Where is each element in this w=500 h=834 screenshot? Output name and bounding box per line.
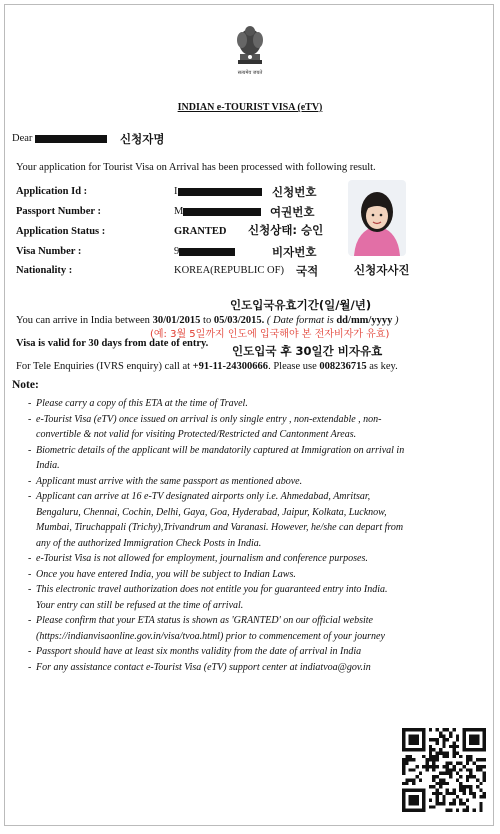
date-format-note-open: ( Date format is (266, 315, 337, 326)
enquiry-prefix: For Tele Enquiries (IVRS enquiry) call at (16, 361, 193, 372)
annotation-application-id: 신청번호 (272, 185, 317, 199)
date-format-note-close: ) (392, 315, 399, 326)
intro-text: Your application for Tourist Visa on Arrival has been processed with following result. (16, 162, 376, 173)
label-visa-number: Visa Number : (16, 246, 82, 257)
note-item: - Passport should have at least six months validity from the date of arrival in India (28, 644, 408, 660)
note-item: - For any assistance contact e-Tourist Visa (eTV) support center at indiatvoa@gov.in (28, 660, 408, 676)
redacted-application-id (178, 188, 262, 196)
value-application-status: GRANTED (174, 226, 227, 237)
annotation-visa-number: 비자번호 (272, 245, 317, 259)
annotation-nationality: 국적 (296, 264, 319, 278)
label-nationality: Nationality : (16, 265, 73, 276)
arrival-start-date: 30/01/2015 (152, 315, 201, 326)
label-application-id: Application Id : (16, 186, 88, 197)
value-passport-number (174, 206, 261, 217)
greeting (12, 133, 107, 144)
national-emblem-icon (232, 22, 268, 80)
redacted-name (35, 135, 107, 143)
note-item: - Biometric details of the applicant will be mandatorily captured at Immigration on arrival in India. (28, 443, 408, 474)
annotation-applicant-name: 신청자명 (120, 132, 165, 146)
note-item: - e-Tourist Visa (eTV) once issued on arrival is only single entry , non-extendable , non-convertible & not valid for visiting Protected/Restricted and Cantonment Areas. (28, 412, 408, 443)
value-application-id (174, 186, 262, 197)
redacted-visa-number (179, 248, 235, 256)
value-visa-number (174, 246, 235, 257)
arrival-prefix: You can arrive in India between (16, 315, 150, 326)
applicant-photo (348, 180, 406, 256)
annotation-validity-example: (예: 3월 5일까지 인도에 입국해야 본 전자비자가 유효) (150, 329, 390, 340)
note-item: - Please confirm that your ETA status is shown as 'GRANTED' on our official website (https://indianvisaonline.gov.in/visa/tvoa.html) prior to commencement of your journey (28, 613, 408, 644)
value-nationality: KOREA(REPUBLIC OF) (174, 265, 284, 276)
visa-number-prefix: 9 (174, 246, 180, 257)
date-format: dd/mm/yyyy (336, 315, 393, 326)
dear-label: Dear (12, 133, 33, 144)
note-item: - This electronic travel authorization does not entitle you for guaranteed entry into India. Your entry can still be refused at the time of arrival. (28, 582, 408, 613)
enquiry-suffix: as key. (366, 361, 398, 372)
enquiry-middle: . Please use (268, 361, 320, 372)
note-list (28, 396, 408, 675)
qr-code-icon[interactable] (402, 728, 486, 812)
note-item: - Once you have entered India, you will be subject to Indian Laws. (28, 567, 408, 583)
annotation-photo: 신청자사진 (354, 263, 410, 277)
document-title: INDIAN e-TOURIST VISA (eTV) (177, 102, 323, 113)
note-item: - Please carry a copy of this ETA at the time of Travel. (28, 396, 408, 412)
note-item: - Applicant can arrive at 16 e-TV designated airports only i.e. Ahmedabad, Amritsar, Bengaluru, Chennai, Cochin, Delhi, Gaya, Goa, Hyderabad, Jaipur, Kolkata, Lucknow, Mumbai, Tiruchappali (Trichy),Trivandrum and Varanasi. However, he/she can depart from any of the authorized Immigration Check Posts in India. (28, 489, 408, 551)
enquiry-phone: +91-11-24300666 (192, 361, 269, 372)
label-passport-number: Passport Number : (16, 206, 101, 217)
enquiry-key: 008236715 (319, 361, 367, 372)
annotation-passport-number: 여권번호 (270, 205, 315, 219)
arrival-end-date: 05/03/2015. (213, 315, 265, 326)
annotation-visa-validity: 인도입국 후 30일간 비자유효 (232, 344, 383, 358)
label-application-status: Application Status : (16, 226, 106, 237)
emblem-motto: सत्यमेव जयते (237, 70, 263, 76)
note-item: - e-Tourist Visa is not allowed for employment, journalism and conference purposes. (28, 551, 408, 567)
tele-enquiry (16, 361, 398, 372)
annotation-application-status: 신청상태: 승인 (248, 223, 324, 237)
note-item: - Applicant must arrive with the same passport as mentioned above. (28, 474, 408, 490)
note-heading: Note: (12, 379, 39, 391)
passport-number-prefix: M (174, 206, 184, 217)
annotation-validity-title: 인도입국유효기간(일/월/년) (230, 298, 372, 312)
application-id-prefix: I (174, 186, 178, 197)
visa-validity-text: Visa is valid for 30 days from date of entry. (16, 338, 209, 349)
arrival-to: to (203, 315, 212, 326)
redacted-passport-number (183, 208, 261, 216)
